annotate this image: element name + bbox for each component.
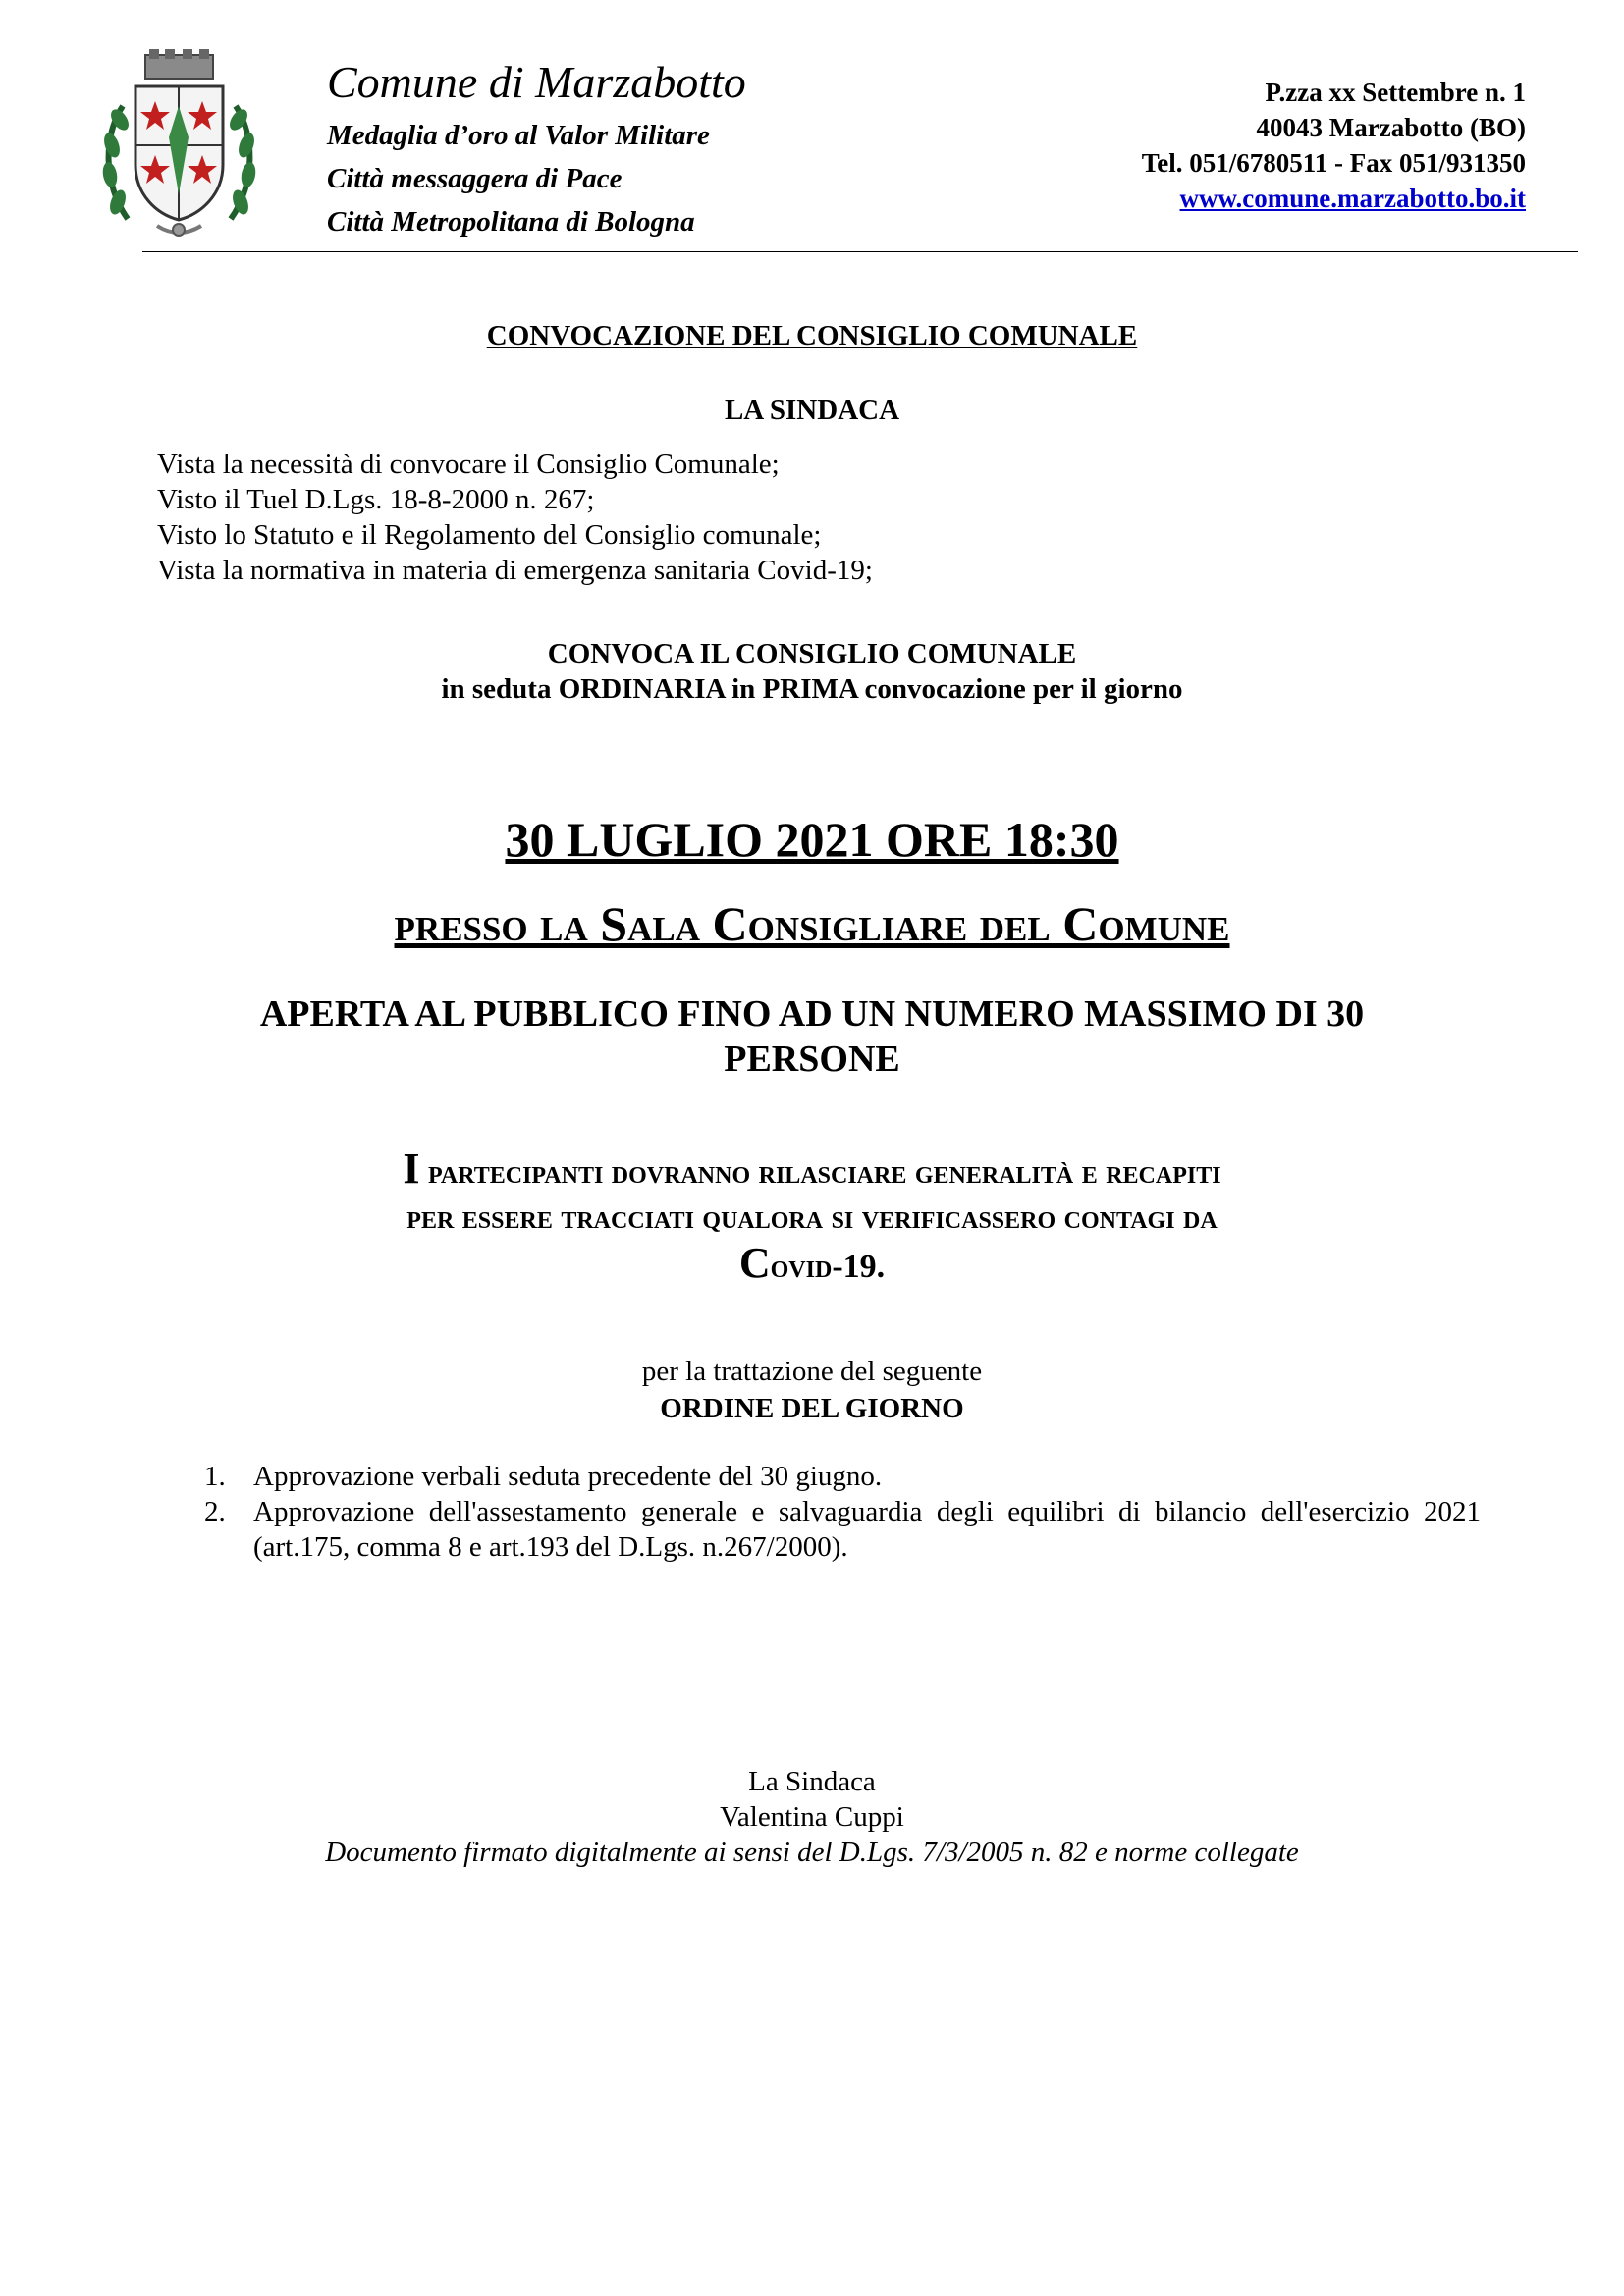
premise-item: Vista la necessità di convocare il Consiglio Comunale; xyxy=(157,449,780,480)
address-line-2: 40043 Marzabotto (BO) xyxy=(1256,113,1526,142)
org-subline-2: Città messaggera di Pace xyxy=(327,163,623,194)
agenda-item-text: Approvazione dell'assestamento generale e salvaguardia degli equilibri di bilancio dell'esercizio 2021 (art.175, comma 8 e art.193 del D.Lgs. n.267/2000). xyxy=(253,1496,1481,1563)
header-divider xyxy=(142,251,1578,252)
convocation-block xyxy=(0,636,1624,707)
phone-fax: Tel. 051/6780511 - Fax 051/931350 xyxy=(1141,148,1526,178)
premise-item: Visto il Tuel D.Lgs. 18-8-2000 n. 267; xyxy=(157,484,595,515)
issuer-heading: LA SINDACA xyxy=(724,395,900,426)
trace-text: partecipanti dovranno rilasciare generalità e recapiti xyxy=(419,1154,1221,1191)
tracing-notice xyxy=(0,1147,1624,1290)
agenda-intro-text: per la trattazione del seguente xyxy=(641,1356,983,1387)
agenda-item-number: 1. xyxy=(204,1461,226,1492)
org-subline-1: Medaglia d’oro al Valor Militare xyxy=(327,120,710,151)
trace-line-2: per essere tracciati qualora si verificassero contagi da xyxy=(406,1200,1218,1236)
digital-signature-note: Documento firmato digitalmente ai sensi del D.Lgs. 7/3/2005 n. 82 e norme collegate xyxy=(325,1837,1299,1868)
trace-initial: C xyxy=(738,1239,771,1287)
website-link[interactable]: www.comune.marzabotto.bo.it xyxy=(1179,184,1526,213)
address-line-1: P.zza xx Settembre n. 1 xyxy=(1265,78,1526,107)
premises-list xyxy=(157,447,873,588)
trace-line-1 xyxy=(0,1147,1624,1196)
capacity-line-1: APERTA AL PUBBLICO FINO AD UN NUMERO MASSIMO DI 30 xyxy=(259,993,1365,1035)
signature-block xyxy=(0,1764,1624,1870)
convoca-heading: CONVOCA IL CONSIGLIO COMUNALE xyxy=(547,638,1077,669)
letterhead-contacts xyxy=(1142,75,1526,216)
signer-role: La Sindaca xyxy=(748,1766,876,1797)
capacity-notice xyxy=(0,991,1624,1082)
capacity-line-2: PERSONE xyxy=(724,1039,900,1080)
org-subline-3: Città Metropolitana di Bologna xyxy=(327,206,695,238)
meeting-date-time: 30 LUGLIO 2021 ORE 18:30 xyxy=(505,812,1119,867)
agenda-list xyxy=(204,1459,1481,1565)
agenda-item-text: Approvazione verbali seduta precedente del 30 giugno. xyxy=(253,1461,883,1492)
agenda-item xyxy=(204,1459,1481,1494)
municipal-crest-icon xyxy=(98,47,260,243)
letterhead-left xyxy=(327,51,746,243)
session-type: in seduta ORDINARIA in PRIMA convocazione per il giorno xyxy=(441,673,1183,705)
trace-line-3 xyxy=(0,1241,1624,1290)
org-name: Comune di Marzabotto xyxy=(327,57,746,107)
trace-initial: I xyxy=(403,1145,420,1193)
premise-item: Visto lo Statuto e il Regolamento del Consiglio comunale; xyxy=(157,519,822,551)
agenda-heading: ORDINE DEL GIORNO xyxy=(660,1393,964,1424)
premise-item: Vista la normativa in materia di emergenza sanitaria Covid-19; xyxy=(157,555,873,586)
agenda-item xyxy=(204,1494,1481,1565)
meeting-venue: presso la Sala Consigliare del Comune xyxy=(394,896,1230,951)
agenda-intro xyxy=(0,1353,1624,1427)
agenda-item-number: 2. xyxy=(204,1496,226,1527)
signer-name: Valentina Cuppi xyxy=(720,1801,904,1833)
trace-text: ovid-19. xyxy=(770,1249,886,1285)
notice-title: CONVOCAZIONE DEL CONSIGLIO COMUNALE xyxy=(486,320,1138,351)
